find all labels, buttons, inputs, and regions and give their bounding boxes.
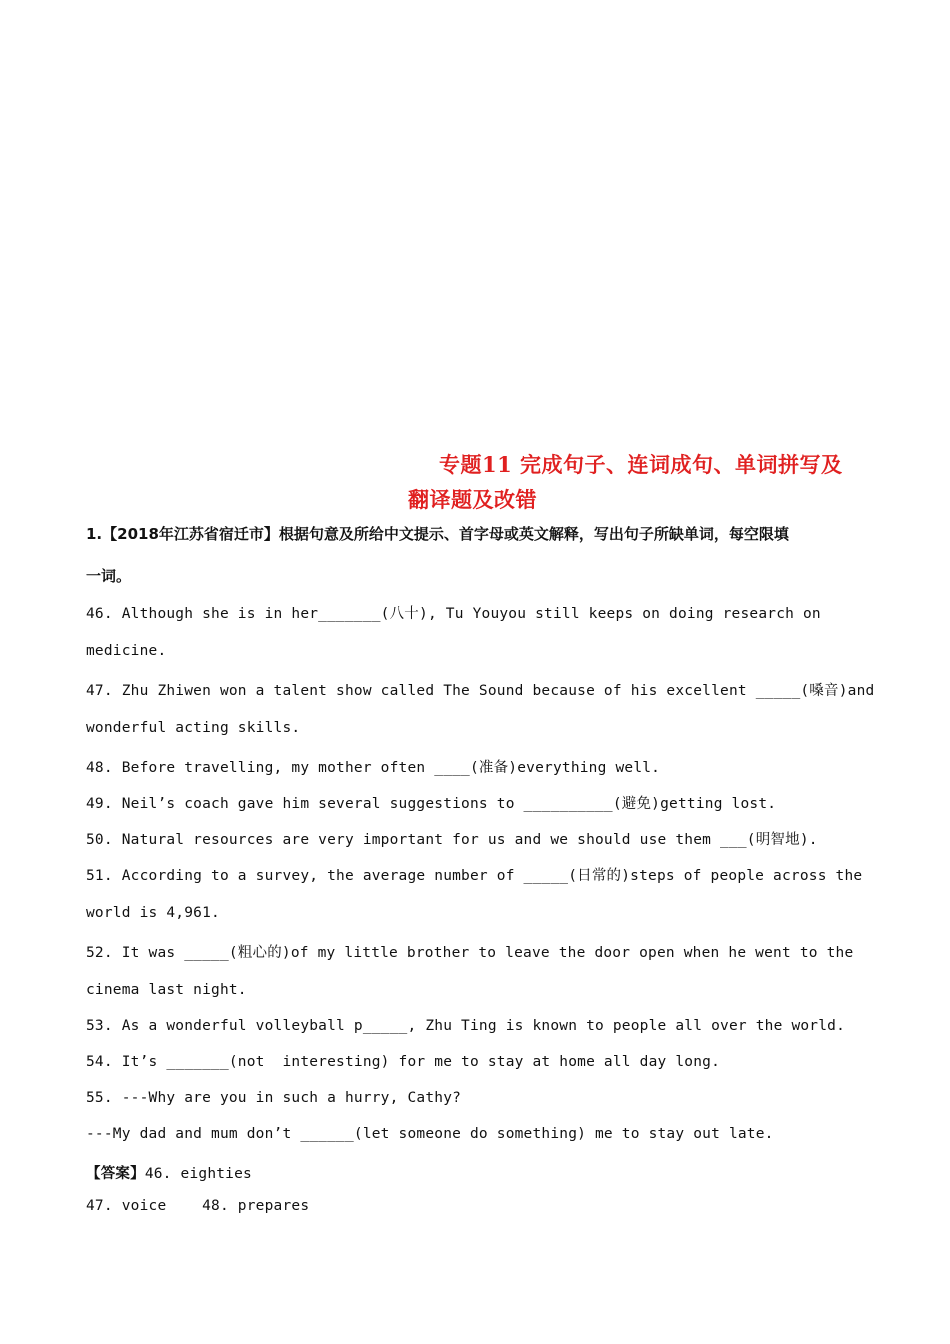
answer-label: 【答案】 bbox=[86, 1166, 145, 1182]
question-46-line1: 46. Although she is in her_______(八十), Tu Youyou still keeps on doing research on bbox=[86, 606, 821, 622]
document-title-line1: 专题11 完成句子、连词成句、单词拼写及 bbox=[439, 452, 843, 477]
instruction-line2: 一词。 bbox=[86, 567, 132, 585]
answer-line1 bbox=[86, 1162, 252, 1183]
question-47-line1: 47. Zhu Zhiwen won a talent show called The Sound because of his excellent _____(嗓音)and bbox=[86, 683, 875, 699]
question-55-line1: 55. ---Why are you in such a hurry, Cathy? bbox=[86, 1090, 462, 1106]
document-title-line2: 翻译题及改错 bbox=[408, 487, 537, 512]
question-49: 49. Neil’s coach gave him several suggestions to __________(避免)getting lost. bbox=[86, 796, 777, 812]
question-47-line2: wonderful acting skills. bbox=[86, 720, 301, 736]
question-53: 53. As a wonderful volleyball p_____, Zhu Ting is known to people all over the world. bbox=[86, 1018, 846, 1034]
answer-text-1: 46. eighties bbox=[144, 1166, 252, 1182]
question-52-line1: 52. It was _____(粗心的)of my little brother to leave the door open when he went to the bbox=[86, 945, 854, 961]
question-46-line2: medicine. bbox=[86, 643, 167, 659]
question-54: 54. It’s _______(not interesting) for me to stay at home all day long. bbox=[86, 1054, 721, 1070]
question-48: 48. Before travelling, my mother often ____(准备)everything well. bbox=[86, 760, 661, 776]
question-51-line1: 51. According to a survey, the average number of _____(日常的)steps of people across the bbox=[86, 868, 863, 884]
question-51-line2: world is 4,961. bbox=[86, 905, 220, 921]
answer-line2: 47. voice 48. prepares bbox=[86, 1198, 310, 1214]
instruction-line1: 1.【2018年江苏省宿迁市】根据句意及所给中文提示、首字母或英文解释，写出句子所缺单词，每空限填 bbox=[86, 525, 789, 543]
question-55-line2: ---My dad and mum don’t ______(let someone do something) me to stay out late. bbox=[86, 1126, 774, 1142]
question-50: 50. Natural resources are very important for us and we should use them ___(明智地). bbox=[86, 832, 818, 848]
question-52-line2: cinema last night. bbox=[86, 982, 247, 998]
